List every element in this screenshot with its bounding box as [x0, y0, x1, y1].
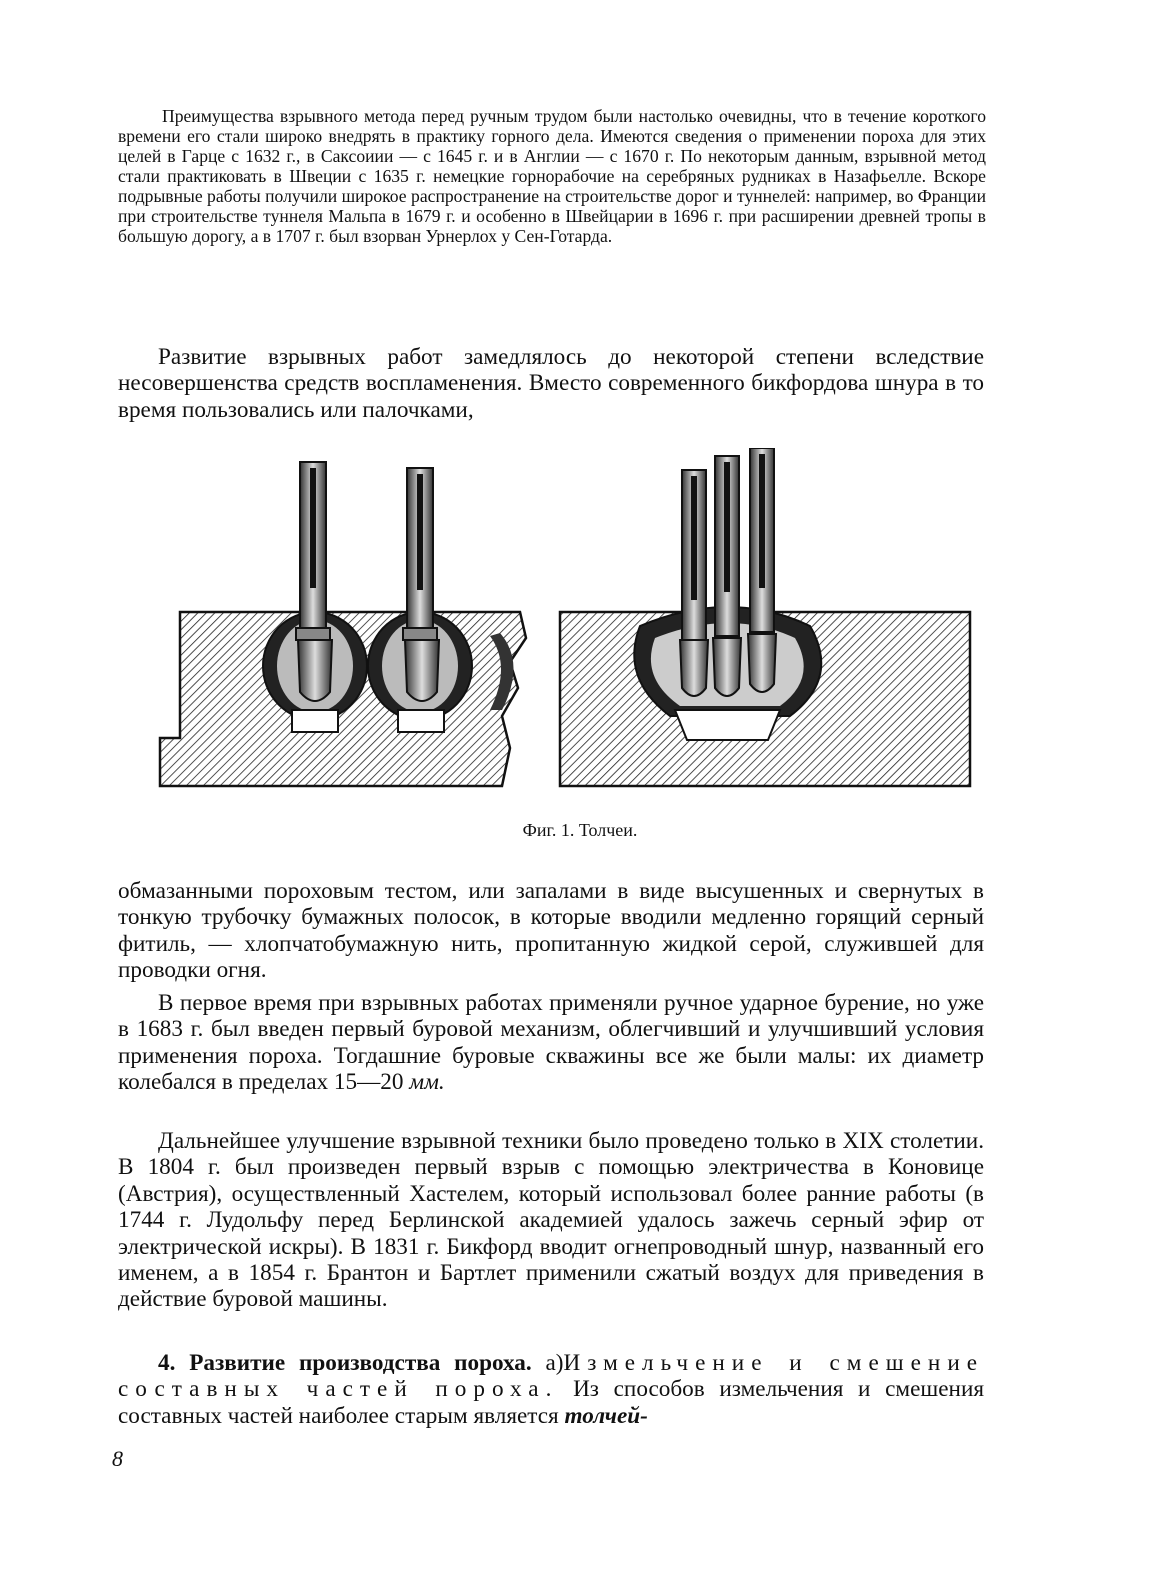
page-number: 8: [112, 1446, 123, 1471]
subsection-title: Измельчение и смешение составных частей пороха.: [118, 1350, 985, 1403]
paragraph-fuses: обмазанными пороховым тестом, или запалами в виде высушенных и свернутых в тонкую трубочку бумажных полосок, в которые вводили медленно горящий серный фитиль, — хлопчатобумажную нить, пропитанную жидкой серой, служившей для проводки огня.: [118, 878, 984, 984]
left-stamp-block: [160, 462, 526, 786]
section-heading: 4. Развитие производства пороха.: [158, 1350, 532, 1376]
section-text: Из способов измельчения и смешения составных частей наиболее старым является: [118, 1376, 985, 1429]
drilling-text: В первое время при взрывных работах применяли ручное ударное бурение, но уже в 1683 г. был введен первый буровой механизм, облегчивший и улучшивший условия применения пороха. Тогдашние буровые скважины все же были малы: их диаметр колебался в пределах 15—20: [118, 990, 984, 1096]
pestle-3: [680, 470, 708, 696]
paragraph-drilling: [118, 990, 984, 1096]
stamp-mill-figure: [150, 448, 990, 798]
paragraph-ignition: Развитие взрывных работ замедлялось до некоторой степени вследствие несовершенства средств воспламенения. Вместо современного бикфордова шнура в то время пользовались или палочками,: [118, 344, 984, 423]
pestle-1: [296, 462, 332, 701]
section-term: толчей-: [564, 1402, 648, 1429]
drilling-unit: мм.: [409, 1069, 445, 1096]
pestle-4: [713, 456, 741, 696]
figure-caption: Фиг. 1. Толчеи.: [522, 820, 638, 840]
top-paragraph: Преимущества взрывного метода перед ручным трудом были настолько очевидны, что в течение короткого времени его стали широко внедрять в практику горного дела. Имеются сведения о применении пороха для этих целей в Гарце с 1632 г., в Саксоиии — с 1645 г. и в Англии — с 1670 г. По некоторым данным, взрывной метод стали практиковать в Швеции с 1635 г. немецкие горнорабочие на серебряных рудниках в Назафьелле. Вскоре подрывные работы получили широкое распространение на строительстве дорог и туннелей: например, во Франции при строительстве туннеля Мальпа в 1679 г. и особенно в Швейцарии в 1696 г. при расширении древней тропы в большую дорогу, а в 1707 г. был взорван Урнерлох у Сен-Готарда.: [118, 106, 986, 246]
subsection-marker: а): [545, 1350, 564, 1376]
pestle-5: [748, 448, 776, 692]
paragraph-19th-century: Дальнейшее улучшение взрывной техники было проведено только в XIX столетии. В 1804 г. был произведен первый взрыв с помощью электричества в Коновице (Австрия), осуществленный Хастелем, который использовал более ранние работы (в 1744 г. Лудольфу перед Берлинской академией удалось зажечь серный эфир от электрической искры). В 1831 г. Бикфорд вводит огнепроводный шнур, названный его именем, а в 1854 г. Брантон и Бартлет применили сжатый воздух для приведения в действие буровой машины.: [118, 1128, 984, 1313]
pestle-2: [403, 468, 439, 701]
right-stamp-block: [560, 448, 970, 786]
section-gunpowder: [118, 1350, 984, 1429]
